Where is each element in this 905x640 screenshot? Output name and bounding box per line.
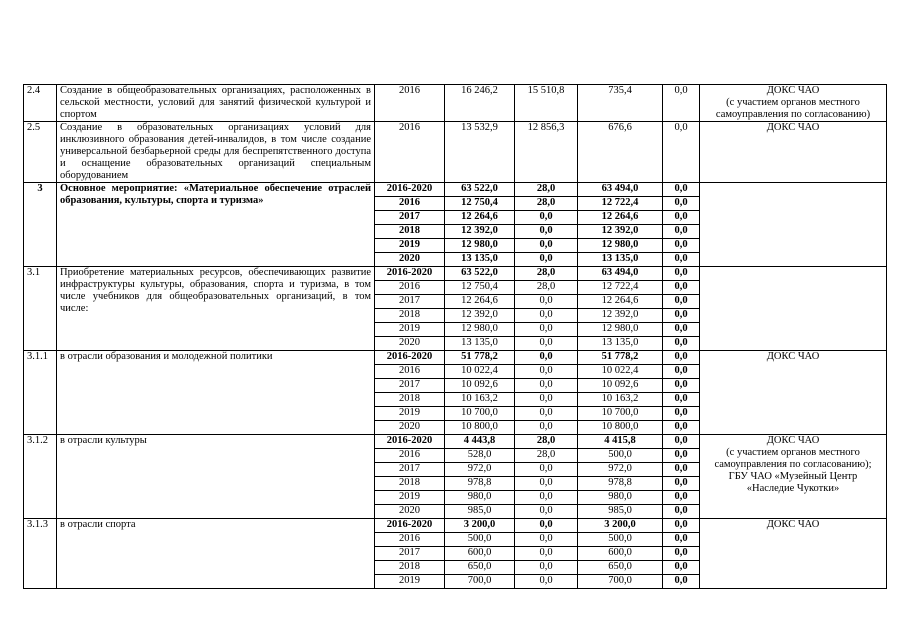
row-col3: 0,0 xyxy=(663,435,700,449)
row-year: 2019 xyxy=(375,575,445,589)
row-col3: 0,0 xyxy=(663,449,700,463)
row-code: 3.1 xyxy=(24,267,57,351)
row-year: 2017 xyxy=(375,211,445,225)
row-col3: 0,0 xyxy=(663,122,700,183)
row-code: 3.1.1 xyxy=(24,351,57,435)
row-col3: 0,0 xyxy=(663,365,700,379)
row-responsible xyxy=(700,183,887,267)
row-col1: 0,0 xyxy=(515,533,578,547)
row-total: 978,8 xyxy=(445,477,515,491)
row-col1: 0,0 xyxy=(515,575,578,589)
row-col1: 0,0 xyxy=(515,519,578,533)
row-total: 700,0 xyxy=(445,575,515,589)
row-col1: 0,0 xyxy=(515,379,578,393)
row-col1: 0,0 xyxy=(515,351,578,365)
row-col3: 0,0 xyxy=(663,267,700,281)
responsible-line: ДОКС ЧАО xyxy=(766,122,820,133)
row-responsible xyxy=(700,351,887,435)
row-col3: 0,0 xyxy=(663,533,700,547)
row-col2: 500,0 xyxy=(578,533,663,547)
responsible-line: самоуправления по согласованию); xyxy=(714,459,872,470)
row-year: 2019 xyxy=(375,407,445,421)
row-col1: 28,0 xyxy=(515,197,578,211)
row-code: 2.5 xyxy=(24,122,57,183)
row-col3: 0,0 xyxy=(663,477,700,491)
row-total: 12 750,4 xyxy=(445,281,515,295)
row-col1: 0,0 xyxy=(515,421,578,435)
row-year: 2018 xyxy=(375,225,445,239)
row-total: 13 135,0 xyxy=(445,253,515,267)
row-col3: 0,0 xyxy=(663,85,700,122)
row-description: Приобретение материальных ресурсов, обеспечивающих развитие инфраструктуры культуры, образования, спорта и туризма, в том числе учебников для общеобразовательных организаций, в том числе: xyxy=(57,267,375,351)
row-total: 63 522,0 xyxy=(445,267,515,281)
row-col1: 0,0 xyxy=(515,337,578,351)
row-responsible xyxy=(700,435,887,519)
row-year: 2017 xyxy=(375,547,445,561)
row-responsible xyxy=(700,122,887,183)
row-col3: 0,0 xyxy=(663,575,700,589)
row-year: 2016 xyxy=(375,281,445,295)
row-col2: 978,8 xyxy=(578,477,663,491)
row-year: 2018 xyxy=(375,393,445,407)
row-col2: 12 980,0 xyxy=(578,323,663,337)
row-total: 10 800,0 xyxy=(445,421,515,435)
row-col2: 12 722,4 xyxy=(578,197,663,211)
row-col3: 0,0 xyxy=(663,197,700,211)
responsible-line: ГБУ ЧАО «Музейный Центр xyxy=(728,471,858,482)
row-col3: 0,0 xyxy=(663,309,700,323)
row-col2: 500,0 xyxy=(578,449,663,463)
responsible-line: ДОКС ЧАО xyxy=(766,435,820,446)
row-description: в отрасли культуры xyxy=(57,435,375,519)
row-responsible xyxy=(700,85,887,122)
row-col1: 0,0 xyxy=(515,393,578,407)
row-col2: 700,0 xyxy=(578,575,663,589)
budget-table xyxy=(23,84,887,589)
row-year: 2016 xyxy=(375,122,445,183)
row-description: Основное мероприятие: «Материальное обеспечение отраслей образования, культуры, спорта и туризма» xyxy=(57,183,375,267)
row-year: 2016-2020 xyxy=(375,435,445,449)
row-year: 2016-2020 xyxy=(375,267,445,281)
row-total: 985,0 xyxy=(445,505,515,519)
row-col2: 3 200,0 xyxy=(578,519,663,533)
row-col3: 0,0 xyxy=(663,393,700,407)
table-row xyxy=(24,519,887,533)
row-col2: 12 392,0 xyxy=(578,225,663,239)
budget-table-body xyxy=(24,85,887,589)
row-total: 63 522,0 xyxy=(445,183,515,197)
row-col1: 28,0 xyxy=(515,183,578,197)
row-code: 3.1.2 xyxy=(24,435,57,519)
row-col1: 0,0 xyxy=(515,505,578,519)
row-col2: 63 494,0 xyxy=(578,267,663,281)
responsible-line: ДОКС ЧАО xyxy=(766,85,820,96)
row-col2: 10 163,2 xyxy=(578,393,663,407)
table-row xyxy=(24,435,887,449)
row-total: 12 750,4 xyxy=(445,197,515,211)
row-col1: 0,0 xyxy=(515,365,578,379)
row-col3: 0,0 xyxy=(663,547,700,561)
row-col3: 0,0 xyxy=(663,253,700,267)
row-col1: 0,0 xyxy=(515,253,578,267)
row-year: 2019 xyxy=(375,239,445,253)
row-col3: 0,0 xyxy=(663,491,700,505)
row-total: 12 392,0 xyxy=(445,225,515,239)
row-code: 2.4 xyxy=(24,85,57,122)
row-total: 12 264,6 xyxy=(445,295,515,309)
row-col2: 10 700,0 xyxy=(578,407,663,421)
row-col2: 63 494,0 xyxy=(578,183,663,197)
row-description: Создание в образовательных организациях условий для инклюзивного образования детей-инвалидов, в том числе создание универсальной безбарьерной среды для беспрепятственного доступа и оснащение образовательных организаций специальным оборудованием xyxy=(57,122,375,183)
row-col1: 0,0 xyxy=(515,477,578,491)
row-year: 2017 xyxy=(375,463,445,477)
row-col3: 0,0 xyxy=(663,351,700,365)
row-col2: 735,4 xyxy=(578,85,663,122)
row-description: в отрасли спорта xyxy=(57,519,375,589)
row-col2: 13 135,0 xyxy=(578,253,663,267)
row-total: 10 163,2 xyxy=(445,393,515,407)
row-col2: 10 092,6 xyxy=(578,379,663,393)
row-year: 2020 xyxy=(375,337,445,351)
row-year: 2017 xyxy=(375,379,445,393)
row-col2: 676,6 xyxy=(578,122,663,183)
row-col3: 0,0 xyxy=(663,505,700,519)
row-col2: 650,0 xyxy=(578,561,663,575)
row-total: 600,0 xyxy=(445,547,515,561)
row-total: 650,0 xyxy=(445,561,515,575)
row-year: 2017 xyxy=(375,295,445,309)
row-year: 2016-2020 xyxy=(375,183,445,197)
row-col2: 600,0 xyxy=(578,547,663,561)
row-col2: 10 800,0 xyxy=(578,421,663,435)
row-col3: 0,0 xyxy=(663,379,700,393)
row-col3: 0,0 xyxy=(663,281,700,295)
row-col3: 0,0 xyxy=(663,211,700,225)
row-col3: 0,0 xyxy=(663,239,700,253)
row-col3: 0,0 xyxy=(663,561,700,575)
row-col2: 4 415,8 xyxy=(578,435,663,449)
row-description: в отрасли образования и молодежной политики xyxy=(57,351,375,435)
row-year: 2018 xyxy=(375,309,445,323)
row-total: 528,0 xyxy=(445,449,515,463)
row-total: 13 135,0 xyxy=(445,337,515,351)
row-col3: 0,0 xyxy=(663,463,700,477)
row-total: 10 022,4 xyxy=(445,365,515,379)
row-year: 2018 xyxy=(375,561,445,575)
row-code: 3.1.3 xyxy=(24,519,57,589)
table-row xyxy=(24,85,887,122)
row-col3: 0,0 xyxy=(663,337,700,351)
row-code: 3 xyxy=(24,183,57,267)
row-year: 2016 xyxy=(375,533,445,547)
responsible-line: «Наследие Чукотки» xyxy=(746,483,840,494)
row-description: Создание в общеобразовательных организациях, расположенных в сельской местности, условий для занятий физической культурой и спортом xyxy=(57,85,375,122)
row-col3: 0,0 xyxy=(663,323,700,337)
row-col2: 13 135,0 xyxy=(578,337,663,351)
row-total: 980,0 xyxy=(445,491,515,505)
row-year: 2016-2020 xyxy=(375,519,445,533)
row-responsible xyxy=(700,519,887,589)
table-row xyxy=(24,122,887,183)
row-col3: 0,0 xyxy=(663,183,700,197)
row-col2: 12 980,0 xyxy=(578,239,663,253)
row-col1: 28,0 xyxy=(515,449,578,463)
row-col3: 0,0 xyxy=(663,295,700,309)
row-col3: 0,0 xyxy=(663,407,700,421)
row-total: 12 980,0 xyxy=(445,323,515,337)
row-col3: 0,0 xyxy=(663,519,700,533)
row-col1: 28,0 xyxy=(515,435,578,449)
row-col1: 0,0 xyxy=(515,407,578,421)
row-col1: 0,0 xyxy=(515,225,578,239)
row-total: 12 980,0 xyxy=(445,239,515,253)
row-total: 10 092,6 xyxy=(445,379,515,393)
responsible-line: ДОКС ЧАО xyxy=(766,351,820,362)
row-total: 13 532,9 xyxy=(445,122,515,183)
row-year: 2020 xyxy=(375,505,445,519)
row-col2: 985,0 xyxy=(578,505,663,519)
table-row xyxy=(24,267,887,281)
row-year: 2016 xyxy=(375,197,445,211)
row-col2: 972,0 xyxy=(578,463,663,477)
row-col2: 12 392,0 xyxy=(578,309,663,323)
row-col1: 0,0 xyxy=(515,463,578,477)
responsible-line: (с участием органов местного xyxy=(726,447,860,458)
row-year: 2019 xyxy=(375,323,445,337)
row-col1: 0,0 xyxy=(515,547,578,561)
row-col1: 0,0 xyxy=(515,323,578,337)
row-col2: 12 264,6 xyxy=(578,211,663,225)
row-col2: 12 722,4 xyxy=(578,281,663,295)
row-col2: 980,0 xyxy=(578,491,663,505)
row-year: 2016 xyxy=(375,365,445,379)
row-year: 2020 xyxy=(375,253,445,267)
row-year: 2016-2020 xyxy=(375,351,445,365)
row-total: 972,0 xyxy=(445,463,515,477)
row-col1: 28,0 xyxy=(515,281,578,295)
row-col2: 12 264,6 xyxy=(578,295,663,309)
row-col2: 51 778,2 xyxy=(578,351,663,365)
row-year: 2016 xyxy=(375,85,445,122)
responsible-line: (с участием органов местного xyxy=(726,97,860,108)
row-total: 16 246,2 xyxy=(445,85,515,122)
row-responsible xyxy=(700,267,887,351)
row-col1: 12 856,3 xyxy=(515,122,578,183)
table-row xyxy=(24,183,887,197)
row-total: 3 200,0 xyxy=(445,519,515,533)
row-year: 2018 xyxy=(375,477,445,491)
row-col1: 0,0 xyxy=(515,239,578,253)
row-col3: 0,0 xyxy=(663,225,700,239)
responsible-line: самоуправления по согласованию) xyxy=(715,109,871,120)
row-total: 500,0 xyxy=(445,533,515,547)
row-total: 12 264,6 xyxy=(445,211,515,225)
row-year: 2019 xyxy=(375,491,445,505)
row-col1: 0,0 xyxy=(515,211,578,225)
row-col1: 0,0 xyxy=(515,309,578,323)
row-year: 2016 xyxy=(375,449,445,463)
row-total: 4 443,8 xyxy=(445,435,515,449)
row-year: 2020 xyxy=(375,421,445,435)
row-col1: 0,0 xyxy=(515,295,578,309)
row-col1: 0,0 xyxy=(515,491,578,505)
row-total: 51 778,2 xyxy=(445,351,515,365)
responsible-line: ДОКС ЧАО xyxy=(766,519,820,530)
row-col3: 0,0 xyxy=(663,421,700,435)
row-col1: 15 510,8 xyxy=(515,85,578,122)
row-total: 12 392,0 xyxy=(445,309,515,323)
row-col2: 10 022,4 xyxy=(578,365,663,379)
table-row xyxy=(24,351,887,365)
row-total: 10 700,0 xyxy=(445,407,515,421)
row-col1: 0,0 xyxy=(515,561,578,575)
row-col1: 28,0 xyxy=(515,267,578,281)
